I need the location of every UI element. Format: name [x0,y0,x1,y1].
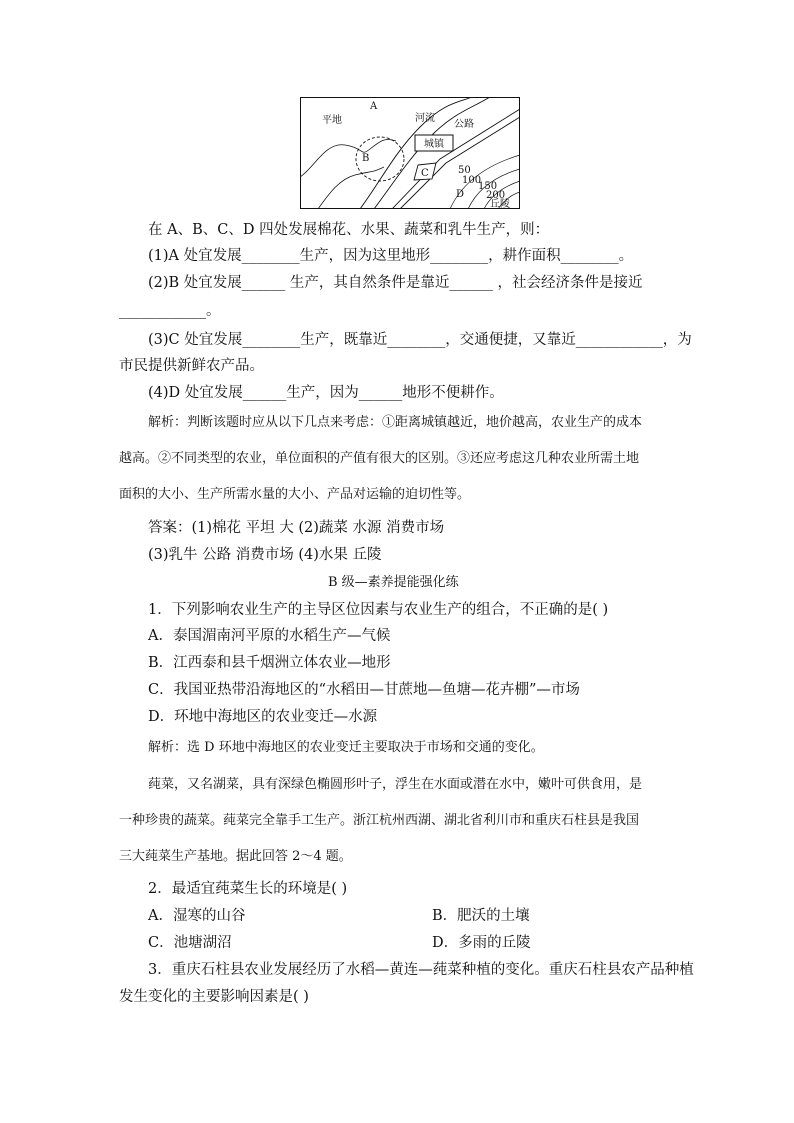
analysis-1-line-2: 越高。②不同类型的农业，单位面积的产值有很大的区别。③还应考虑这几种农业所需土地 [119,451,640,466]
map-label-200: 200 [486,190,506,201]
question-2-option-c: C．池塘湖沼 [148,935,232,951]
map-label-heliu: 河流 [415,113,435,124]
map-label-100: 100 [462,175,482,186]
question-part-2-line-2: ____________。 [119,303,221,319]
location-map-figure [300,97,520,209]
map-label-pingdi: 平地 [322,115,342,126]
question-1: 1．下列影响农业生产的主导区位因素与农业生产的组合，不正确的是( ) [148,602,609,618]
map-label-d: D [456,189,465,200]
map-label-chengzhen: 城镇 [424,139,444,150]
answer-line-2: (3)乳牛 公路 消费市场 (4)水果 丘陵 [148,547,382,563]
passage-line-1: 莼菜，又名湖菜，具有深绿色椭圆形叶子，浮生在水面或潜在水中，嫩叶可供食用，是 [148,777,643,792]
map-label-50: 50 [458,165,471,176]
map-label-c: C [421,168,429,179]
question-3-line-2: 发生变化的主要影响因素是( ) [119,989,309,1005]
question-2: 2．最适宜莼菜生长的环境是( ) [148,881,348,897]
question-2-option-d: D．多雨的丘陵 [432,935,531,951]
map-label-150: 150 [478,181,498,192]
question-1-option-c: C．我国亚热带沿海地区的“水稻田—甘蔗地—鱼塘—花卉棚”—市场 [148,682,580,698]
answer-line-1: 答案：(1)棉花 平坦 大 (2)蔬菜 水源 消费市场 [148,520,445,536]
map-label-b: B [362,153,370,164]
map-label-a: A [370,101,378,112]
question-part-2-line-1: (2)B 处宜发展______ 生产，其自然条件是靠近______ ，社会经济条件是接近 [148,275,643,291]
question-intro: 在 A、B、C、D 四处发展棉花、水果、蔬菜和乳牛生产，则： [148,222,550,238]
question-part-1: (1)A 处宜发展________生产，因为这里地形________，耕作面积________。 [148,248,634,264]
question-2-option-b: B．肥沃的土壤 [432,908,530,924]
question-1-option-a: A．泰国湄南河平原的水稻生产—气候 [148,628,391,644]
terrain-line [300,139,396,177]
map-label-gonglu: 公路 [454,119,474,130]
question-3-line-1: 3．重庆石柱县农业发展经历了水稻—黄连—莼菜种植的变化。重庆石柱县农产品种植 [148,962,694,978]
analysis-2: 解析：选 D 环地中海地区的农业变迁主要取决于市场和交通的变化。 [148,740,544,755]
passage-line-2: 一种珍贵的蔬菜。莼菜完全靠手工生产。浙江杭州西湖、湖北省利川市和重庆石柱县是我国 [119,813,640,828]
question-1-option-d: D．环地中海地区的农业变迁—水源 [148,709,378,725]
question-1-option-b: B．江西泰和县千烟洲立体农业—地形 [148,655,391,671]
analysis-1-line-1: 解析：判断该题时应从以下几点来考虑：①距离城镇越近，地价越高，农业生产的成本 [148,415,643,430]
map-label-qiuling: 丘陵 [490,199,510,209]
passage-line-3: 三大莼菜生产基地。据此回答 2～4 题。 [119,849,352,864]
question-part-3-line-2: 市民提供新鲜农产品。 [119,358,264,374]
question-2-option-a: A．湿寒的山谷 [148,908,246,924]
section-title: B 级—素养提能强化练 [328,575,459,590]
question-part-4: (4)D 处宜发展______生产，因为______地形不便耕作。 [148,385,504,401]
question-part-3-line-1: (3)C 处宜发展________生产，既靠近________，交通便捷，又靠近____________，为 [148,332,692,348]
analysis-1-line-3: 面积的大小、生产所需水量的大小、产品对运输的迫切性等。 [119,487,471,502]
